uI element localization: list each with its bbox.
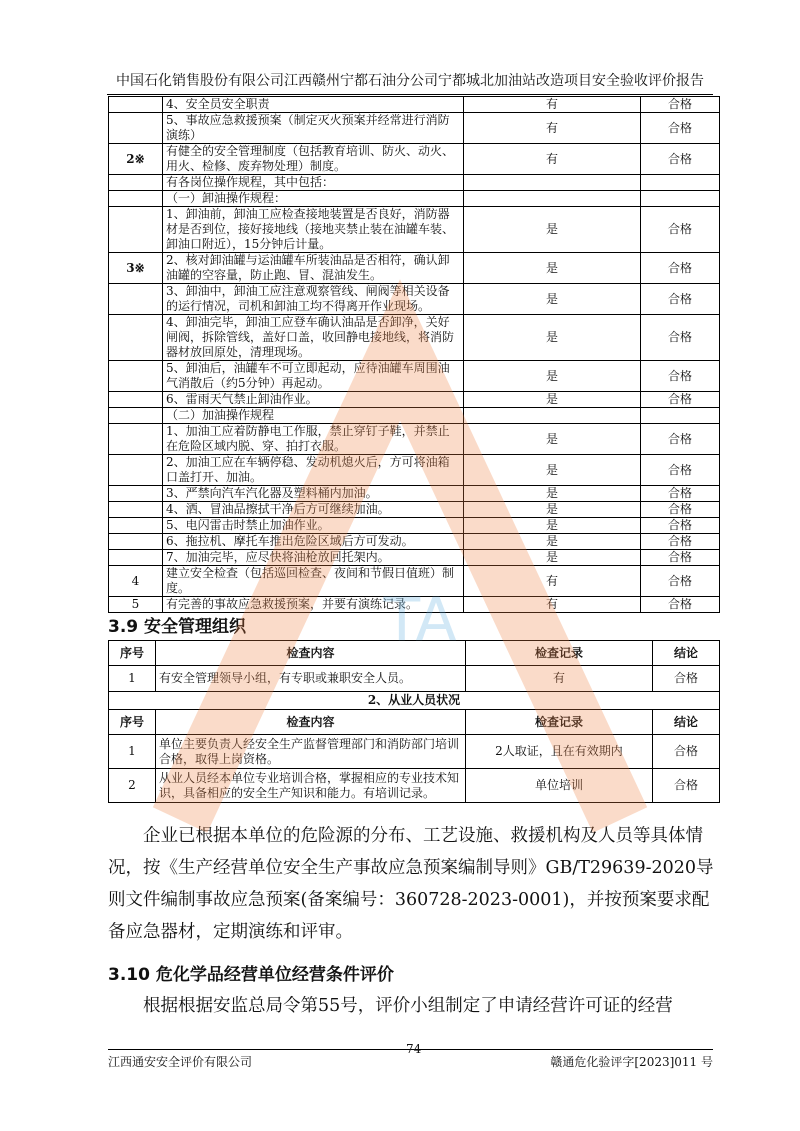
cell-conclusion xyxy=(641,408,720,424)
cell-seq: 2 xyxy=(109,769,156,803)
cell-content: （一）卸油操作规程： xyxy=(163,191,464,207)
table-row xyxy=(109,175,720,191)
table-row xyxy=(109,315,720,361)
table-row xyxy=(109,518,720,534)
col-content: 检查内容 xyxy=(156,710,466,735)
cell-content: 有安全管理领导小组，有专职或兼职安全人员。 xyxy=(156,666,466,692)
cell-content: 3、严禁向汽车汽化器及塑料桶内加油。 xyxy=(163,486,464,502)
table-row xyxy=(109,392,720,408)
cell-seq xyxy=(109,550,163,566)
cell-content: 6、拖拉机、摩托车推出危险区域后方可发动。 xyxy=(163,534,464,550)
section-title-3-10: 3.10 危化学品经营单位经营条件评价 xyxy=(108,965,394,985)
cell-record: 有 xyxy=(464,97,641,113)
cell-record: 有 xyxy=(464,597,641,613)
cell-conclusion: 合格 xyxy=(653,735,720,769)
col-seq: 序号 xyxy=(109,710,156,735)
cell-seq xyxy=(109,175,163,191)
cell-record xyxy=(464,175,641,191)
checklist-table xyxy=(108,96,720,613)
cell-record: 是 xyxy=(464,207,641,253)
table-row xyxy=(109,486,720,502)
cell-seq: 4 xyxy=(109,566,163,597)
watermark-letters: TA xyxy=(383,585,457,655)
cell-content: 单位主要负责人经安全生产监督管理部门和消防部门培训合格，取得上岗资格。 xyxy=(156,735,466,769)
paragraph-license: 根据根据安监总局令第55号，评价小组制定了申请经营许可证的经营 xyxy=(143,996,673,1016)
cell-record: 有 xyxy=(464,113,641,144)
cell-seq xyxy=(109,207,163,253)
table-row xyxy=(109,566,720,597)
table-row xyxy=(109,253,720,284)
cell-content: 4、洒、冒油品擦拭干净后方可继续加油。 xyxy=(163,502,464,518)
cell-content: 4、卸油完毕，卸油工应登车确认油品是否卸净，关好闸阀，拆除管线，盖好口盖，收回静电接地线，将消防器材放回原处，清理现场。 xyxy=(163,315,464,361)
cell-content: 6、雷雨天气禁止卸油作业。 xyxy=(163,392,464,408)
cell-record: 是 xyxy=(464,284,641,315)
footer-company: 江西通安安全评价有限公司 xyxy=(108,1055,253,1069)
cell-conclusion: 合格 xyxy=(641,597,720,613)
cell-content: 7、加油完毕，应尽快将油枪放回托架内。 xyxy=(163,550,464,566)
cell-conclusion: 合格 xyxy=(641,518,720,534)
cell-record: 是 xyxy=(464,534,641,550)
section-title-3-9: 3.9 安全管理组织 xyxy=(108,617,247,637)
cell-record: 是 xyxy=(464,361,641,392)
table-row xyxy=(109,97,720,113)
col-seq: 序号 xyxy=(109,641,156,666)
table-row xyxy=(109,113,720,144)
cell-content: 5、事故应急救援预案（制定灭火预案并经常进行消防演练） xyxy=(163,113,464,144)
cell-conclusion: 合格 xyxy=(641,97,720,113)
table-row xyxy=(109,597,720,613)
cell-conclusion xyxy=(641,175,720,191)
table-row xyxy=(109,144,720,175)
cell-conclusion: 合格 xyxy=(641,502,720,518)
cell-record: 是 xyxy=(464,550,641,566)
col-record: 检查记录 xyxy=(466,710,653,735)
paragraph-emergency-plan: 企业已根据本单位的危险源的分布、工艺设施、救援机构及人员等具体情况，按《生产经营单位安全生产事故应急预案编制导则》GB/T29639-2020导则文件编制事故应急预案(备案编号：360728-2023-0001)，并按预案要求配备应急器材，定期演练和评审。 xyxy=(108,826,714,942)
cell-content: 有各岗位操作规程，其中包括： xyxy=(163,175,464,191)
cell-seq: 3※ xyxy=(109,253,163,284)
cell-record: 有 xyxy=(466,666,653,692)
cell-seq xyxy=(109,315,163,361)
cell-seq xyxy=(109,486,163,502)
cell-record: 有 xyxy=(464,566,641,597)
table-row xyxy=(109,284,720,315)
cell-seq: 1 xyxy=(109,666,156,692)
cell-record: 是 xyxy=(464,424,641,455)
cell-conclusion: 合格 xyxy=(641,392,720,408)
table-row xyxy=(109,455,720,486)
page-number: 74 xyxy=(406,1042,422,1056)
table-subtitle: 2、从业人员状况 xyxy=(109,692,720,710)
cell-record xyxy=(464,408,641,424)
cell-record: 是 xyxy=(464,253,641,284)
page-footer xyxy=(108,1042,713,1069)
cell-seq xyxy=(109,113,163,144)
cell-seq xyxy=(109,392,163,408)
cell-conclusion: 合格 xyxy=(641,534,720,550)
cell-record: 是 xyxy=(464,315,641,361)
table-row xyxy=(109,361,720,392)
cell-record: 是 xyxy=(464,392,641,408)
cell-record: 是 xyxy=(464,502,641,518)
cell-conclusion: 合格 xyxy=(641,315,720,361)
table-row xyxy=(109,550,720,566)
col-conclusion: 结论 xyxy=(653,710,720,735)
footer-doc-number: 赣通危化验评字[2023]011 号 xyxy=(550,1055,713,1069)
cell-conclusion: 合格 xyxy=(641,207,720,253)
cell-seq xyxy=(109,424,163,455)
cell-conclusion: 合格 xyxy=(653,666,720,692)
cell-content: 1、卸油前，卸油工应检查接地装置是否良好，消防器材是否到位，接好接地线（接地夹禁止装在油罐车装、卸油口附近），15分钟后计量。 xyxy=(163,207,464,253)
cell-record xyxy=(464,191,641,207)
cell-conclusion: 合格 xyxy=(641,550,720,566)
cell-seq xyxy=(109,284,163,315)
cell-conclusion: 合格 xyxy=(641,253,720,284)
cell-content: （二）加油操作规程 xyxy=(163,408,464,424)
cell-record: 2人取证，且在有效期内 xyxy=(466,735,653,769)
cell-conclusion: 合格 xyxy=(641,566,720,597)
cell-record: 是 xyxy=(464,455,641,486)
cell-seq: 1 xyxy=(109,735,156,769)
cell-seq xyxy=(109,534,163,550)
cell-seq: 2※ xyxy=(109,144,163,175)
safety-org-table xyxy=(108,640,720,803)
cell-seq xyxy=(109,518,163,534)
cell-record: 单位培训 xyxy=(466,769,653,803)
cell-content: 1、加油工应着防静电工作服，禁止穿钉子鞋，并禁止在危险区域内脱、穿、拍打衣服。 xyxy=(163,424,464,455)
cell-seq: 5 xyxy=(109,597,163,613)
table-row xyxy=(109,207,720,253)
cell-content: 有完善的事故应急救援预案，并要有演练记录。 xyxy=(163,597,464,613)
table-row xyxy=(109,191,720,207)
cell-record: 是 xyxy=(464,486,641,502)
cell-content: 有健全的安全管理制度（包括教育培训、防火、动火、用火、检修、废弃物处理）制度。 xyxy=(163,144,464,175)
cell-conclusion: 合格 xyxy=(641,455,720,486)
cell-conclusion: 合格 xyxy=(641,113,720,144)
col-conclusion: 结论 xyxy=(653,641,720,666)
table-row xyxy=(109,408,720,424)
cell-seq xyxy=(109,191,163,207)
col-content: 检查内容 xyxy=(156,641,466,666)
table-row xyxy=(109,424,720,455)
cell-content: 从业人员经本单位专业培训合格，掌握相应的专业技术知识，具备相应的安全生产知识和能力。有培训记录。 xyxy=(156,769,466,803)
cell-conclusion: 合格 xyxy=(641,361,720,392)
cell-record: 有 xyxy=(464,144,641,175)
cell-conclusion: 合格 xyxy=(653,769,720,803)
cell-seq xyxy=(109,455,163,486)
page-header: 中国石化销售股份有限公司江西赣州宁都石油分公司宁都城北加油站改造项目安全验收评价报告 xyxy=(107,70,713,95)
cell-content: 4、安全员安全职责 xyxy=(163,97,464,113)
cell-conclusion: 合格 xyxy=(641,144,720,175)
cell-content: 3、卸油中，卸油工应注意观察管线、闸阀等相关设备的运行情况，司机和卸油工均不得离开作业现场。 xyxy=(163,284,464,315)
table-row xyxy=(109,502,720,518)
cell-seq xyxy=(109,97,163,113)
cell-seq xyxy=(109,361,163,392)
cell-content: 2、加油工应在车辆停稳、发动机熄火后，方可将油箱口盖打开、加油。 xyxy=(163,455,464,486)
col-record: 检查记录 xyxy=(466,641,653,666)
cell-content: 5、电闪雷击时禁止加油作业。 xyxy=(163,518,464,534)
cell-conclusion: 合格 xyxy=(641,284,720,315)
cell-content: 2、核对卸油罐与运油罐车所装油品是否相符，确认卸油罐的空容量，防止跑、冒、混油发生。 xyxy=(163,253,464,284)
table-row xyxy=(109,534,720,550)
cell-content: 建立安全检查（包括巡回检查、夜间和节假日值班）制度。 xyxy=(163,566,464,597)
cell-record: 是 xyxy=(464,518,641,534)
cell-content: 5、卸油后，油罐车不可立即起动，应待油罐车周围油气消散后（约5分钟）再起动。 xyxy=(163,361,464,392)
cell-conclusion xyxy=(641,191,720,207)
cell-conclusion: 合格 xyxy=(641,424,720,455)
cell-seq xyxy=(109,408,163,424)
cell-conclusion: 合格 xyxy=(641,486,720,502)
cell-seq xyxy=(109,502,163,518)
